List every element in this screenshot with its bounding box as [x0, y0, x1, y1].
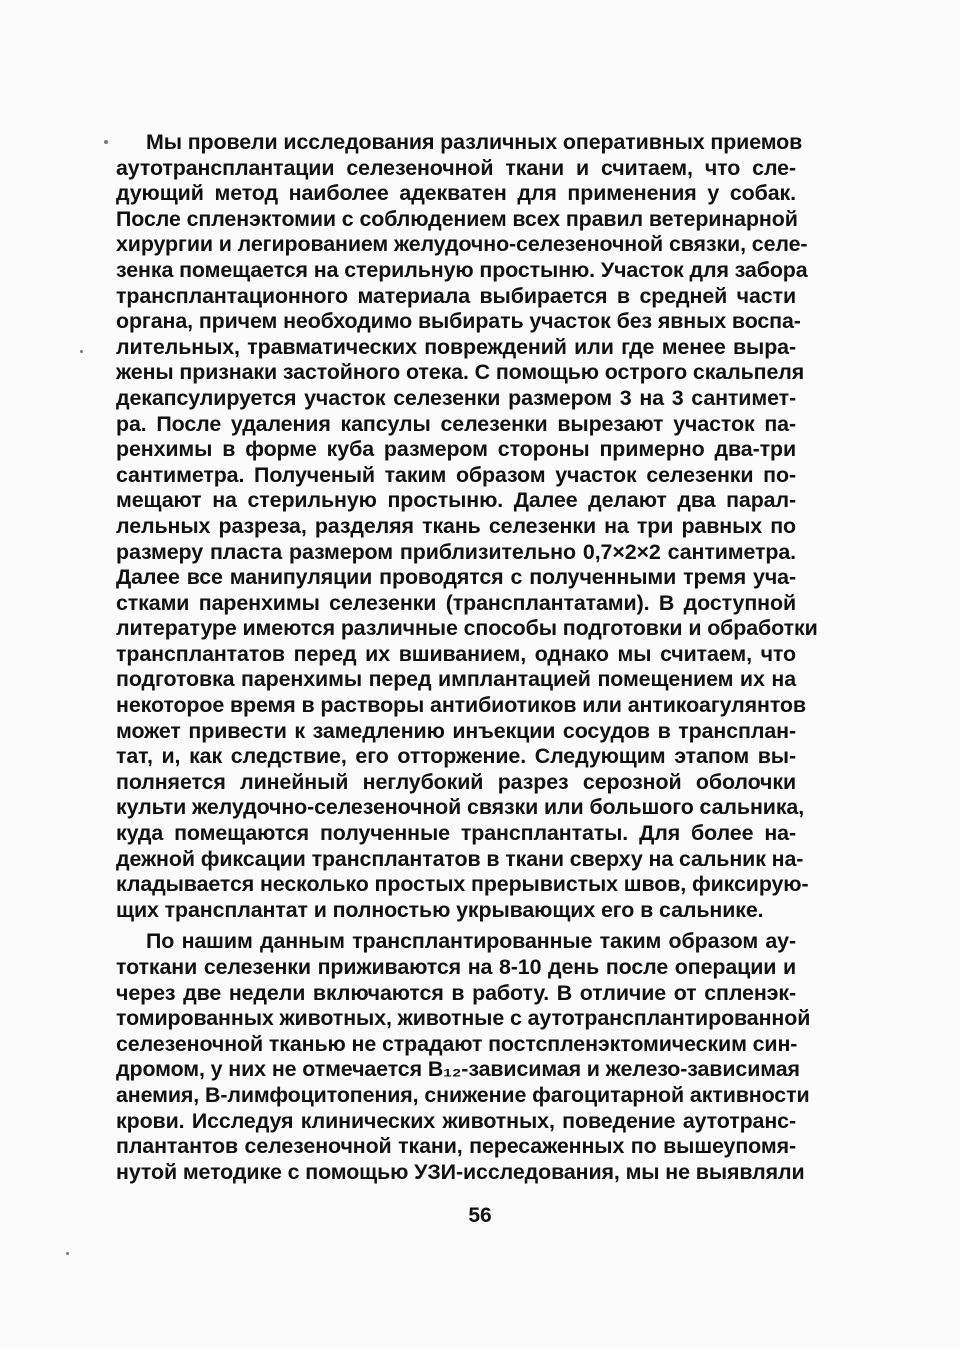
text-line: дежной фиксации трансплантатов в ткани сверху на сальник на- [116, 846, 804, 871]
text-line: подготовка паренхимы перед имплантацией помещением их на [116, 667, 796, 692]
text-line: полняется линейный неглубокий разрез серозной оболочки [116, 769, 796, 794]
scan-speck [104, 140, 108, 144]
text-line: дующий метод наиболее адекватен для применения у собак. [116, 181, 796, 206]
paragraph-1 [116, 130, 818, 923]
text-line: декапсулируется участок селезенки размером 3 на 3 сантимет- [116, 385, 796, 410]
page-number: 56 [468, 1204, 492, 1227]
paragraph-2 [116, 929, 811, 1185]
text-line: культи желудочно-селезеночной связки или большого сальника, [116, 795, 805, 820]
text-line: мещают на стерильную простыню. Далее делают два парал- [116, 488, 796, 513]
text-line: лельных разреза, разделяя ткань селезенки на три равных по [116, 513, 796, 538]
text-line: может привести к замедлению инъекции сосудов в трансплан- [116, 718, 796, 743]
text-line: томированных животных, животные с аутотрансплантированной [116, 1006, 811, 1031]
text-line: нутой методике с помощью УЗИ-исследования, мы не выявляли [116, 1159, 805, 1184]
body-text [116, 130, 818, 1185]
text-line: жены признаки застойного отека. С помощью острого скальпеля [116, 360, 805, 385]
text-line: После спленэктомии с соблюдением всех правил ветеринарной [116, 206, 798, 231]
text-line: трансплантационного материала выбирается в средней части [116, 283, 796, 308]
text-line: селезеночной тканью не страдают постспленэктомическим син- [116, 1031, 798, 1056]
text-line: органа, причем необходимо выбирать участок без явных воспа- [116, 309, 801, 334]
text-line: анемия, В-лимфоцитопения, снижение фагоцитарной активности [116, 1082, 810, 1107]
text-line: аутотрансплантации селезеночной ткани и считаем, что сле- [116, 155, 796, 180]
text-line: куда помещаются полученные трансплантаты. Для более на- [116, 821, 796, 846]
text-line: плантантов селезеночной ткани, пересаженных по вышеупомя- [116, 1134, 796, 1159]
text-line: литературе имеются различные способы подготовки и обработки [116, 616, 818, 641]
text-line: крови. Исследуя клинических животных, поведение аутотранс- [116, 1108, 796, 1133]
text-line: хирургии и легированием желудочно-селезеночной связки, селе- [116, 232, 808, 257]
text-line: Далее все манипуляции проводятся с полученными тремя уча- [116, 565, 796, 590]
text-line: некоторое время в растворы антибиотиков или антикоагулянтов [116, 693, 806, 718]
text-line: По нашим данным трансплантированные таким образом ау- [146, 929, 796, 954]
text-line: лительных, травматических повреждений или где менее выра- [116, 334, 796, 359]
text-line: зенка помещается на стерильную простыню. Участок для забора [116, 257, 808, 282]
text-line: через две недели включаются в работу. В отличие от спленэк- [116, 980, 796, 1005]
text-line: дромом, у них не отмечается B₁₂-зависимая и железо-зависимая [116, 1057, 800, 1082]
text-line: стками паренхимы селезенки (трансплантатами). В доступной [116, 590, 796, 615]
scan-speck [66, 1252, 69, 1255]
text-line: Мы провели исследования различных оперативных приемов [146, 130, 803, 154]
text-line: тат, и, как следствие, его отторжение. Следующим этапом вы- [116, 744, 796, 769]
text-line: ренхимы в форме куба размером стороны примерно два-три [116, 437, 796, 462]
text-line: кладывается несколько простых прерывистых швов, фиксирую- [116, 872, 809, 897]
text-line: щих трансплантат и полностью укрывающих его в сальнике. [116, 897, 764, 922]
scan-speck [80, 350, 83, 353]
text-line: ра. После удаления капсулы селезенки вырезают участок па- [116, 411, 796, 436]
text-line: сантиметра. Полученый таким образом участок селезенки по- [116, 462, 796, 487]
text-line: размеру пласта размером приблизительно 0,7×2×2 сантиметра. [116, 539, 796, 564]
text-line: трансплантатов перед их вшиванием, однако мы считаем, что [116, 641, 796, 666]
text-line: тоткани селезенки приживаются на 8-10 день после операции и [116, 955, 796, 979]
